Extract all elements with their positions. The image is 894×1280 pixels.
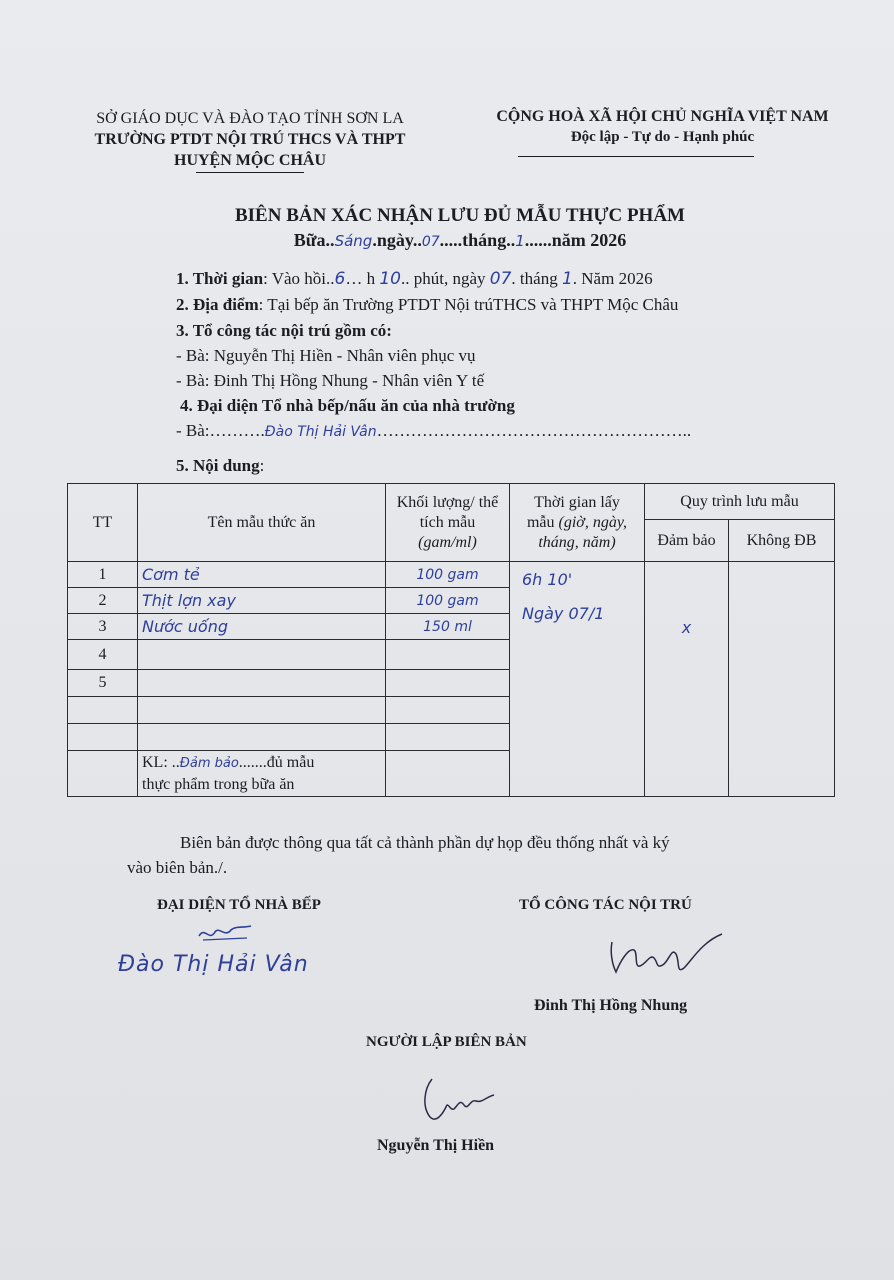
row-weight: 100 gam	[386, 588, 510, 614]
closing-line-2: vào biên bản./.	[127, 858, 228, 877]
time-text-e: . Năm 2026	[572, 269, 653, 288]
conclusion-c: thực phẩm trong bữa ăn	[142, 776, 295, 793]
header-weight-b: tích mẫu	[419, 513, 476, 531]
recorder-signer-name: Nguyễn Thị Hiền	[377, 1137, 495, 1154]
team-member-1: - Bà: Nguyễn Thị Hiền - Nhân viên phục vụ	[176, 346, 476, 365]
header-weight-a: Khối lượng/ thể	[396, 493, 499, 511]
conclusion-text	[138, 751, 386, 797]
conclusion-tt	[68, 751, 138, 797]
boarding-signature	[606, 928, 726, 980]
row-tt: 5	[68, 670, 138, 697]
row-tt: 4	[68, 640, 138, 670]
kitchen-rep-name-handwritten: Đào Thị Hải Vân	[264, 424, 377, 440]
row-tt: 3	[68, 614, 138, 640]
time-cell	[510, 562, 645, 797]
row-food-name	[138, 724, 386, 751]
header-not-ok: Không ĐB	[729, 520, 835, 562]
section-location	[176, 294, 678, 316]
ok-cell	[645, 562, 729, 797]
section-location-text: : Tại bếp ăn Trường PTDT Nội trúTHCS và THPT Mộc Châu	[258, 295, 679, 314]
kitchen-sign-title: ĐẠI DIỆN TỔ NHÀ BẾP	[157, 897, 321, 913]
nation-header	[450, 106, 875, 148]
row-weight	[386, 697, 510, 724]
org-district: HUYỆN MỘC CHÂU	[174, 152, 326, 169]
team-member-2: - Bà: Đinh Thị Hồng Nhung - Nhân viên Y tế	[176, 371, 485, 390]
conclusion-weight	[386, 751, 510, 797]
document-subtitle	[100, 230, 820, 251]
conclusion-handwritten: Đảm bảo	[179, 756, 239, 771]
row-weight	[386, 724, 510, 751]
row-food-name	[138, 697, 386, 724]
header-ok: Đảm bảo	[645, 520, 729, 562]
section-location-label: 2. Địa điểm	[176, 295, 259, 314]
nation-name: CỘNG HOÀ XÃ HỘI CHỦ NGHĨA VIỆT NAM	[496, 108, 829, 125]
conclusion-b: .......đủ mẫu	[238, 754, 315, 771]
motto-underline	[518, 156, 754, 157]
conclusion-a: KL: ..	[142, 754, 180, 771]
header-time-a: Thời gian lấy	[534, 493, 620, 511]
row-food-name	[138, 640, 386, 670]
row-tt	[68, 724, 138, 751]
row-food-name: Thịt lợn xay	[138, 588, 386, 614]
ok-mark-handwritten: x	[681, 618, 692, 637]
kitchen-signature-mark	[195, 922, 255, 944]
org-header	[70, 108, 430, 171]
section-time	[176, 268, 653, 290]
row-food-name: Nước uống	[138, 614, 386, 640]
row-weight	[386, 670, 510, 697]
row-tt	[68, 697, 138, 724]
section-kitchen-label: 4. Đại diện Tổ nhà bếp/nấu ăn của nhà trường	[180, 396, 515, 415]
month2-handwritten: 1	[561, 269, 573, 289]
closing-line-1: Biên bản được thông qua tất cả thành phần dự họp đều thống nhất và ký	[180, 833, 670, 852]
section-content	[176, 455, 264, 477]
time-handwritten-2: Ngày 07/1	[522, 604, 605, 623]
header-weight-c: (gam/ml)	[418, 533, 477, 551]
hour-handwritten: 6	[334, 269, 346, 289]
header-tt: TT	[68, 484, 138, 562]
org-school: TRƯỜNG PTDT NỘI TRÚ THCS VÀ THPT	[94, 131, 406, 148]
header-time	[510, 484, 645, 562]
section-content-label: 5. Nội dung	[176, 456, 260, 475]
kitchen-rep-suffix: ………………………………………………..	[376, 421, 692, 440]
boarding-sign-title: TỔ CÔNG TÁC NỘI TRÚ	[519, 897, 692, 913]
section-time-label: 1. Thời gian	[176, 269, 264, 288]
row-weight: 150 ml	[386, 614, 510, 640]
boarding-signer-name: Đinh Thị Hồng Nhung	[534, 997, 688, 1014]
header-time-b: mẫu	[526, 513, 555, 531]
nation-motto: Độc lập - Tự do - Hạnh phúc	[570, 129, 755, 145]
row-weight	[386, 640, 510, 670]
table-header-row	[68, 484, 835, 520]
day-label: .ngày..	[372, 230, 422, 250]
header-time-d: tháng, năm)	[538, 533, 616, 551]
day2-handwritten: 07	[489, 269, 512, 289]
time-text-b: … h	[345, 269, 380, 288]
row-weight: 100 gam	[386, 562, 510, 588]
time-text-c: .. phút, ngày	[401, 269, 490, 288]
not-ok-cell	[729, 562, 835, 797]
time-text-d: . tháng	[511, 269, 562, 288]
recorder-sign-title: NGƯỜI LẬP BIÊN BẢN	[366, 1034, 527, 1050]
section-content-colon: :	[259, 456, 265, 475]
month-label: .....tháng..	[439, 230, 516, 250]
kitchen-signer-name-handwritten: Đào Thị Hải Vân	[118, 952, 309, 977]
kitchen-rep-line	[176, 420, 691, 443]
meal-label: Bữa..	[293, 230, 335, 250]
recorder-signature	[420, 1075, 500, 1125]
header-process: Quy trình lưu mẫu	[645, 484, 835, 520]
document-title: BIÊN BẢN XÁC NHẬN LƯU ĐỦ MẪU THỰC PHẨM	[234, 205, 685, 226]
time-handwritten-1: 6h 10'	[522, 570, 573, 589]
header-weight	[386, 484, 510, 562]
time-text-a: : Vào hồi..	[263, 269, 335, 288]
sample-table	[67, 483, 835, 797]
row-tt: 1	[68, 562, 138, 588]
meal-handwritten: Sáng	[334, 232, 373, 250]
org-underline	[196, 172, 304, 173]
header-time-c: (giờ, ngày,	[558, 513, 628, 531]
header-food-name: Tên mẫu thức ăn	[138, 484, 386, 562]
minute-handwritten: 10	[379, 269, 401, 289]
org-department: SỞ GIÁO DỤC VÀ ĐÀO TẠO TỈNH SƠN LA	[96, 110, 404, 127]
row-tt: 2	[68, 588, 138, 614]
row-food-name	[138, 670, 386, 697]
table-row	[68, 562, 835, 588]
day-handwritten: 07	[421, 234, 440, 250]
section-team-label: 3. Tổ công tác nội trú gồm có:	[176, 321, 392, 340]
kitchen-rep-prefix: - Bà:……….	[176, 421, 265, 440]
row-food-name: Cơm tẻ	[138, 562, 386, 588]
month-handwritten: 1	[515, 232, 525, 250]
year-label: ......năm 2026	[524, 230, 627, 250]
